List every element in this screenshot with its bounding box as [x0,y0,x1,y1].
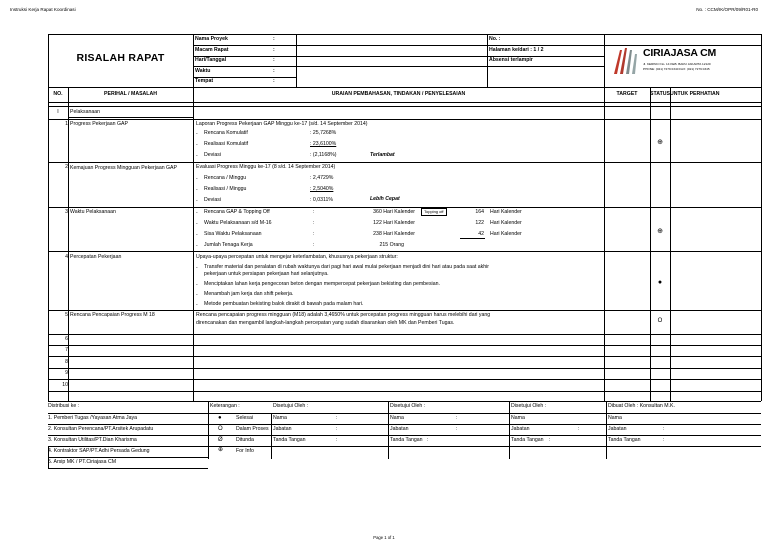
keterangan-title: Keterangan : [210,403,240,409]
meta-hari-tanggal: Hari/Tanggal [195,57,227,63]
sign-nama: Nama [273,415,287,421]
item-row-value: 360 Hari Kalender [373,209,415,215]
distribusi-item: 2. Konsultan Perencana/PT.Arsitek Arupadatu [48,426,154,432]
sign-nama: Nama [608,415,622,421]
status-for-info-icon: ⊕ [657,228,663,235]
distribusi-item: 5. Arsip MK / PT.Ciriajasa CM [48,459,117,465]
item-row-unit: Hari Kalender [490,220,522,226]
running-header-right: No. : CCM/IK/OPR/09/R01-R0 [696,7,758,12]
item-row-sep: : [313,242,315,248]
sign-nama: Nama [390,415,404,421]
row-number: 7 [65,347,68,353]
meta-macam-rapat: Macam Rapat [195,47,229,53]
col-no: NO. [53,91,63,97]
meta-colon: : [273,78,275,84]
item-row-unit: Hari Kalender [490,209,522,215]
item-row-value: 238 Hari Kalender [373,231,415,237]
item-row-value: : 2,5040% [310,186,334,192]
item-label: Progress Pekerjaan GAP [70,121,128,127]
item-row-label: Rencana Komulatif [204,130,248,136]
col-uraian: URAIAN PEMBAHASAN, TINDAKAN / PENYELESAIAN [331,91,466,97]
sign-colon: : [578,426,580,432]
item-row-unit: Hari Kalender [490,231,522,237]
item-row-n: 164 [475,209,484,215]
item-row-label: Jumlah Tenaga Kerja [204,242,253,248]
row-number: 8 [65,359,68,365]
item-number: 3 [65,209,68,215]
distribusi-item: 1. Pemberi Tugas /Yayasan Atma Jaya [48,415,138,421]
item-row-sep: : [313,220,315,226]
company-name: CIRIAJASA CM [643,47,717,59]
distribusi-title: Distribusi ke : [48,403,80,409]
sign-colon: : [336,415,338,421]
row-number: 10 [62,382,68,388]
item-row-label: Waktu Pelaksanaan s/d M-16 [204,220,272,226]
sign-jabatan: Jabatan [608,426,627,432]
distribusi-item: 3. Konsultan Utilitas/PT.Dian Kharisma [48,437,137,443]
item-row-value: : 23,6100% [310,141,337,147]
item-number: 2 [65,164,68,170]
item-number: 1 [65,121,68,127]
meta-tempat: Tempat [195,78,214,84]
legend-label: Dalam Proses [236,426,269,432]
page-title: RISALAH RAPAT [76,52,165,64]
item-row-n: 42 [478,231,484,237]
running-header-left: Instruksi Kerja Rapat Koordinasi [10,7,76,12]
sign-colon: : [336,437,338,443]
meta-waktu: Waktu [195,68,211,74]
sign-jabatan: Jabatan [511,426,530,432]
company-logo-icon [612,44,642,76]
item-bullet: pekerjaan untuk persiapan pekerjaan hari selanjutnya. [204,271,329,277]
status-done-icon: ● [657,279,663,286]
meta-halaman: Halaman ke/dari : 1 / 2 [489,47,544,53]
col-perihal: PERIHAL / MASALAH [104,91,157,97]
item-number: 5 [65,312,68,318]
item-row-label: Deviasi [204,152,222,158]
legend-info-icon: ⊕ [218,447,224,453]
company-phone: PHONE: (021) 7279 0340 FAX: (021) 7279 0345 [643,67,710,71]
item-row-value: 215 Orang [379,242,404,248]
legend-label: Ditunda [236,437,254,443]
sign-colon: : [456,426,458,432]
item-row-label: Realisasi Komulatif [204,141,249,147]
sign-jabatan: Jabatan [273,426,292,432]
item-number: 4 [65,254,68,260]
sign-title: Disetujui Oleh : [390,403,426,409]
item-bullet: Metode pembuatan bekisting balok dirakit di bawah pada malam hari. [204,301,364,307]
item-row-value: 122 Hari Kalender [373,220,415,226]
meta-nama-proyek: Nama Proyek [195,36,228,42]
item-label: Rencana Pencapaian Progress M 18 [70,312,155,318]
sign-title: Disetujui Oleh : [273,403,309,409]
sign-colon: : [336,426,338,432]
company-address: Jl. KERINCI No. 14 KEB. BARU JAKARTA 12120 [643,62,711,66]
section-label: Pelaksanaan [70,109,100,115]
item-bullet: Menciptakan lahan kerja pengecoran beton dengan mempercepat pekerjaan bekisting dan pembesian. [204,281,440,287]
meta-colon: : [273,68,275,74]
sign-title: Disetujui Oleh : [511,403,547,409]
item-text: Rencana pencapaian progress mingguan (M18) adalah 3,4650% untuk percepatan progress mingguan harus melebihi dari yang [196,312,491,318]
item-text: direncanakan dan mengambil langkah-langkah percepatan yang sudah disarankan oleh MK dan Pemberi Tugas. [196,320,455,326]
item-row-n: 122 [475,220,484,226]
status-in-progress-icon: O [657,318,663,324]
item-heading: Upaya-upaya percepatan untuk mengejar keterlambatan, khususnya pekerjaan struktur: [196,254,398,260]
col-untuk-perhatian: UNTUK PERHATIAN [670,91,720,97]
item-row-sep: : [313,209,315,215]
section-number: I [57,109,59,115]
item-row-label: Rencana GAP & Topping Off [204,209,270,215]
sign-title: Dibuat Oleh : Konsultan M.K. [608,403,675,409]
col-status: STATUS [650,91,670,97]
sign-ttd: Tanda Tangan [390,437,423,443]
item-row-sep: : [313,231,315,237]
page-footer: Page 1 of 1 [373,535,395,540]
meta-colon: : [273,47,275,53]
legend-done-icon: ● [218,415,222,421]
item-row-value: : 25,7268% [310,130,337,136]
meta-colon: : [273,57,275,63]
item-heading: Evaluasi Progress Minggu ke-17 (8 s/d. 14 September 2014) [196,164,336,170]
status-for-info-icon: ⊕ [657,139,663,146]
item-row-label: Deviasi [204,197,222,203]
item-label: Percepatan Pekerjaan [70,254,122,260]
sign-ttd: Tanda Tangan [511,437,544,443]
item-bullet: Transfer material dan peralatan di rubah waktunya dari pagi hari awal mulai pekerjaan menjadi dini hari atau pada saat akhir [204,264,489,270]
meta-absensi: Absensi terlampir [489,57,533,63]
sign-colon: : [456,415,458,421]
meta-colon: : [273,36,275,42]
item-bullet: Menambah jam kerja dan shift pekerja. [204,291,294,297]
legend-label: Selesai [236,415,254,421]
legend-progress-icon: O [218,426,223,432]
col-target: TARGET [616,91,638,97]
sign-colon: : [663,426,665,432]
distribusi-item: 4. Kontraktor SAP/PT.Adhi Persada Gedung [48,448,150,454]
item-row-note: Terlambat [370,152,395,158]
item-row-value: : 0,0311% [310,197,333,203]
item-row-value: : 2,4729% [310,175,334,181]
sign-colon: : [549,437,551,443]
item-row-value: : (2,1168%) [310,152,337,158]
legend-label: For Info [236,448,254,454]
topping-off-box: Topping off [421,208,447,216]
item-row-label: Rencana / Minggu [204,175,247,181]
sign-nama: Nama [511,415,525,421]
item-label: Kemajuan Progress Mingguan Pekerjaan GAP [70,165,177,171]
item-row-note: Lebih Cepat [370,196,400,202]
item-row-label: Sisa Waktu Pelaksanaan [204,231,262,237]
sign-ttd: Tanda Tangan [273,437,306,443]
sign-ttd: Tanda Tangan [608,437,641,443]
legend-postponed-icon: Ø [218,437,223,443]
item-heading: Laporan Progress Pekerjaan GAP Minggu ke-17 (s/d. 14 September 2014) [196,121,368,127]
row-number: 9 [65,370,68,376]
sign-colon: : [427,437,429,443]
sign-colon: : [663,437,665,443]
row-number: 6 [65,336,68,342]
item-row-label: Realisasi / Minggu [204,186,247,192]
meta-no: No. : [489,36,501,42]
item-label: Waktu Pelaksanaan [70,209,116,215]
sign-jabatan: Jabatan [390,426,409,432]
